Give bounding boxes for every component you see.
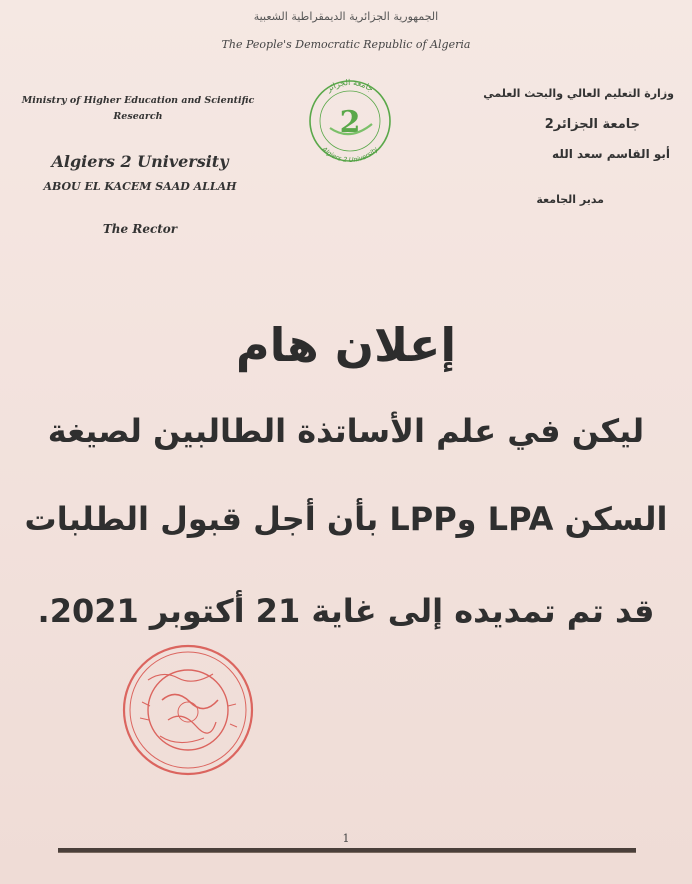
announcement-title: إعلان هام <box>235 318 457 372</box>
university-name-ar: جامعة الجزائر2 <box>544 117 640 132</box>
ministry-name-ar: وزارة التعليم العالي والبحث العلمي <box>483 87 674 100</box>
republic-title-en: The People's Democratic Republic of Algeria <box>221 38 471 51</box>
university-fullname-ar: أبو القاسم سعد الله <box>552 147 670 161</box>
university-logo <box>300 76 400 166</box>
logo-numeral: 2 <box>339 105 361 140</box>
rector-title-ar: مدير الجامعة <box>536 193 604 206</box>
announcement-line-1: ليكن في علم الأساتذة الطالبين لصيغة <box>47 412 645 450</box>
university-fullname-en: ABOU EL KACEM SAAD ALLAH <box>43 180 237 193</box>
rector-title-en: The Rector <box>102 222 178 236</box>
logo-text-bottom: Algiers 2 University <box>320 145 380 165</box>
university-name-en: Algiers 2 University <box>51 152 229 171</box>
announcement-line-2: السكن LPA وLPP بأن أجل قبول الطلبات <box>24 500 668 538</box>
page-number: 1 <box>342 832 350 845</box>
republic-title-ar: الجمهورية الجزائرية الديمقراطية الشعبية <box>253 10 439 23</box>
announcement-line-3: قد تم تمديده إلى غاية 21 أكتوبر 2021. <box>37 592 655 630</box>
official-stamp <box>118 640 258 780</box>
footer-divider <box>58 848 636 853</box>
logo-text-top: جامعة الجزائر <box>324 77 376 94</box>
ministry-name-en: Ministry of Higher Education and Scientific Research <box>21 95 255 122</box>
